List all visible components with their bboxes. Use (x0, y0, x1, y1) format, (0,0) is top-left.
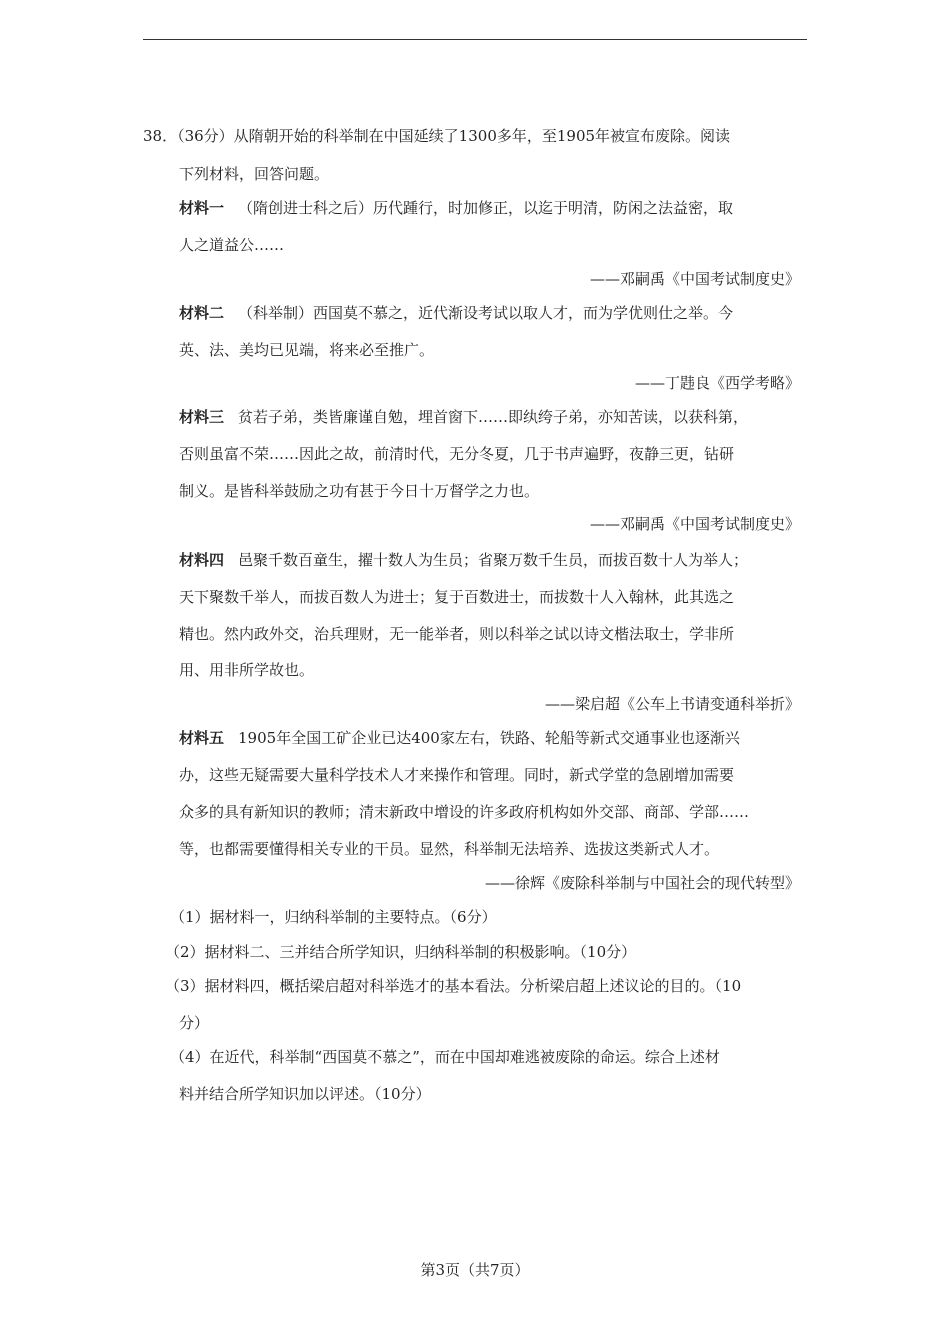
material-1-source: ——邓嗣禹《中国考试制度史》 (589, 270, 800, 288)
header-rule (143, 39, 807, 40)
sub-question-3-line-1: （3）据材料四，概括梁启超对科举选才的基本看法。分析梁启超上述议论的目的。（10 (165, 977, 742, 995)
material-4-line-3: 精也。然内政外交，治兵理财，无一能举者，则以科举之试以诗文楷法取士，学非所 (179, 625, 735, 643)
material-1-text-1: （隋创进士科之后）历代踵行，时加修正，以迄于明清，防闲之法益密，取 (238, 199, 734, 217)
question-line-1 (143, 126, 730, 146)
material-5-text-1: 1905年全国工矿企业已达400家左右，铁路、轮船等新式交通事业也逐渐兴 (238, 729, 740, 747)
sub-question-3-line-2: 分） (179, 1014, 210, 1032)
page-footer: 第3页（共7页） (420, 1261, 530, 1279)
material-5-line-4: 等，也都需要懂得相关专业的干员。显然，科举制无法培养、选拔这类新式人才。 (179, 840, 720, 858)
material-5-line-3: 众多的具有新知识的教师；清末新政中增设的许多政府机构如外交部、商部、学部…… (179, 803, 750, 821)
material-5-label: 材料五 (179, 729, 225, 747)
material-2-text-1: （科举制）西国莫不慕之，近代渐设考试以取人才，而为学优则仕之举。今 (238, 304, 734, 322)
material-3-line-2: 否则虽富不荣……因此之故，前清时代，无分冬夏，几于书声遍野，夜静三更，钻研 (179, 445, 735, 463)
material-4-label: 材料四 (179, 551, 225, 569)
material-5-line-2: 办，这些无疑需要大量科学技术人才来操作和管理。同时，新式学堂的急剧增加需要 (179, 766, 735, 784)
material-3-text-1: 贫若子弟，类皆廉谨自勉，埋首窗下……即纨绔子弟，亦知苦读，以获科第， (238, 408, 749, 426)
sub-question-1: （1）据材料一，归纳科举制的主要特点。（6分） (170, 908, 497, 926)
material-4-line-1 (179, 550, 748, 570)
material-2-line-2: 英、法、美均已见端，将来必至推广。 (179, 341, 435, 359)
material-2-label: 材料二 (179, 304, 225, 322)
sub-question-2: （2）据材料二、三并结合所学知识，归纳科举制的积极影响。（10分） (165, 943, 637, 961)
material-1-line-2: 人之道益公…… (179, 236, 285, 254)
material-2-line-1 (179, 303, 733, 323)
material-5-source: ——徐辉《废除科举制与中国社会的现代转型》 (484, 874, 800, 892)
material-3-line-3: 制义。是皆科举鼓励之功有甚于今日十万督学之力也。 (179, 482, 540, 500)
sub-question-4-line-2: 料并结合所学知识加以评述。（10分） (179, 1085, 431, 1103)
material-4-text-1: 邑聚千数百童生，擢十数人为生员；省聚万数千生员，而拔百数十人为举人； (238, 551, 749, 569)
material-3-source: ——邓嗣禹《中国考试制度史》 (589, 515, 800, 533)
material-4-line-2: 天下聚数千举人，而拔百数人为进士；复于百数进士，而拔数十人入翰林，此其选之 (179, 588, 735, 606)
material-1-label: 材料一 (179, 199, 225, 217)
question-line-2: 下列材料，回答问题。 (179, 165, 330, 183)
material-4-line-4: 用、用非所学故也。 (179, 661, 315, 679)
material-3-line-1 (179, 407, 748, 427)
material-3-label: 材料三 (179, 408, 225, 426)
material-1-line-1 (179, 198, 733, 218)
sub-question-4-line-1: （4）在近代，科举制“西国莫不慕之”，而在中国却难逃被废除的命运。综合上述材 (170, 1048, 720, 1066)
question-intro: （36分）从隋朝开始的科举制在中国延续了1300多年，至1905年被宣布废除。阅读 (177, 127, 731, 145)
material-4-source: ——梁启超《公车上书请变通科举折》 (544, 695, 800, 713)
material-2-source: ——丁韪良《西学考略》 (634, 374, 800, 392)
material-5-line-1 (179, 728, 740, 748)
question-number: 38． (143, 127, 178, 145)
